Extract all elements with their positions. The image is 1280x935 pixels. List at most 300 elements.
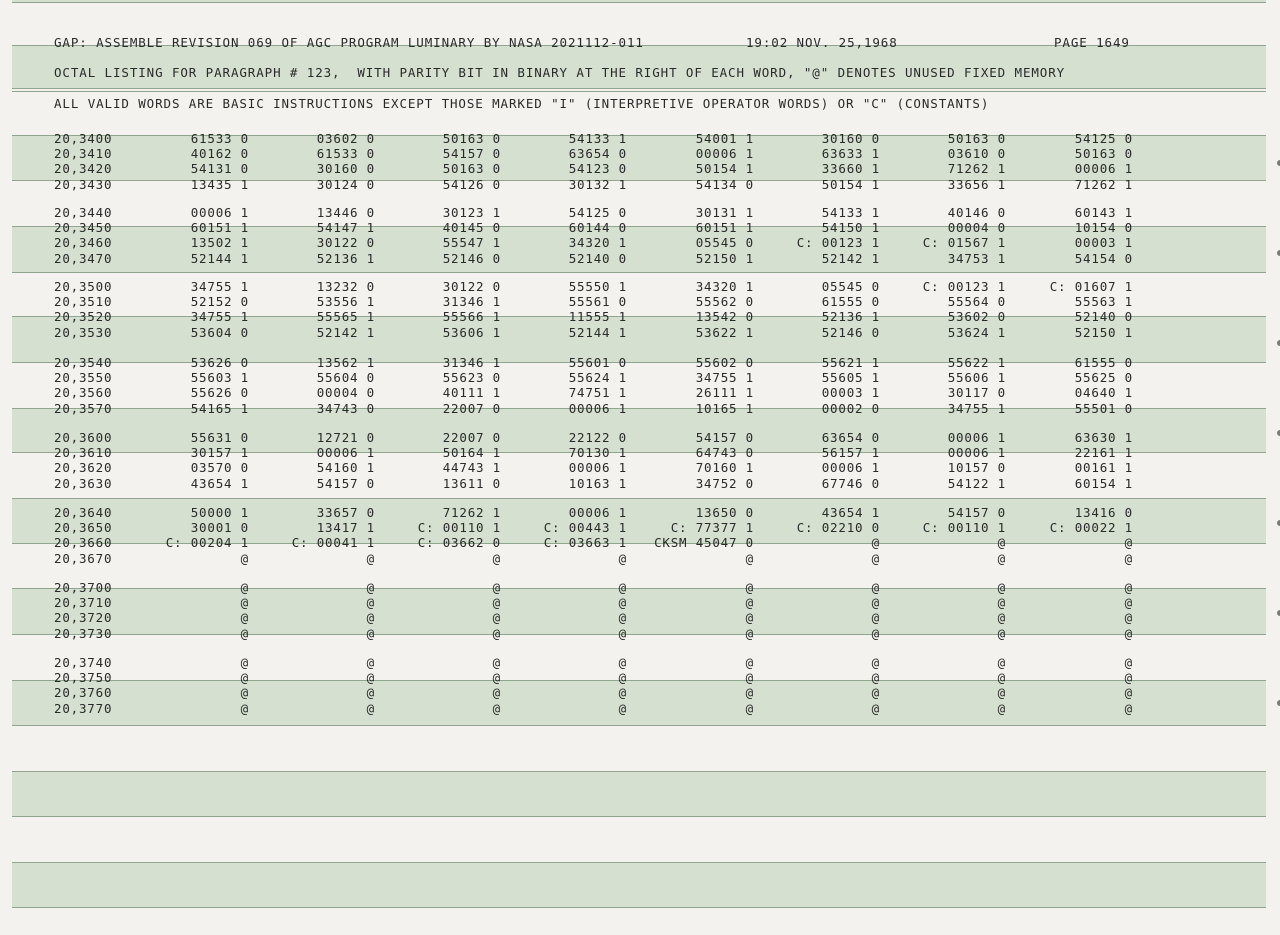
octal-word: 03570 0 bbox=[190, 460, 249, 476]
octal-word: @ bbox=[492, 580, 501, 595]
octal-word: 13650 0 bbox=[695, 505, 754, 520]
octal-word: 05545 0 bbox=[695, 235, 754, 251]
octal-word: C: 00022 1 bbox=[1049, 520, 1133, 536]
octal-word: 52136 1 bbox=[821, 309, 880, 325]
octal-word: 30160 0 bbox=[821, 131, 880, 146]
octal-word: @ bbox=[618, 550, 627, 566]
memory-address: 20,3630 bbox=[54, 475, 113, 491]
octal-word: 70160 1 bbox=[695, 460, 754, 476]
octal-word: @ bbox=[745, 595, 754, 611]
octal-word: @ bbox=[997, 685, 1006, 701]
octal-word: 50163 0 bbox=[1074, 146, 1133, 162]
octal-word: 13542 0 bbox=[695, 309, 754, 325]
octal-word: 00006 1 bbox=[821, 460, 880, 476]
octal-word: @ bbox=[240, 625, 249, 641]
octal-word: @ bbox=[997, 550, 1006, 566]
octal-word: 53556 1 bbox=[316, 294, 375, 310]
octal-word: 54001 1 bbox=[695, 131, 754, 146]
octal-word: 55601 0 bbox=[568, 355, 627, 370]
octal-word: 54123 0 bbox=[568, 161, 627, 177]
octal-word: 55561 0 bbox=[568, 294, 627, 310]
listing-row bbox=[0, 401, 1280, 416]
octal-word: 54131 0 bbox=[190, 161, 249, 177]
octal-word: 33656 1 bbox=[947, 176, 1006, 192]
octal-word: @ bbox=[366, 625, 375, 641]
octal-word: 33660 1 bbox=[821, 161, 880, 177]
octal-word: 52144 1 bbox=[568, 324, 627, 340]
octal-word: @ bbox=[240, 655, 249, 670]
octal-word: 50154 1 bbox=[821, 176, 880, 192]
octal-word: 60143 1 bbox=[1074, 205, 1133, 220]
listing-row bbox=[0, 655, 1280, 670]
octal-word: 00006 1 bbox=[947, 445, 1006, 461]
octal-word: @ bbox=[871, 655, 880, 670]
octal-word: @ bbox=[997, 625, 1006, 641]
octal-word: 26111 1 bbox=[695, 385, 754, 401]
octal-word: 52144 1 bbox=[190, 250, 249, 266]
octal-word: C: 02210 0 bbox=[796, 520, 880, 536]
octal-word: 54157 0 bbox=[442, 146, 501, 162]
octal-word: @ bbox=[745, 550, 754, 566]
octal-word: 40145 0 bbox=[442, 220, 501, 236]
memory-address: 20,3550 bbox=[54, 370, 113, 386]
octal-word: @ bbox=[492, 625, 501, 641]
header-page-number: PAGE 1649 bbox=[1054, 35, 1130, 50]
memory-address: 20,3560 bbox=[54, 385, 113, 401]
octal-word: 63633 1 bbox=[821, 146, 880, 162]
octal-word: 43654 1 bbox=[190, 475, 249, 491]
memory-address: 20,3530 bbox=[54, 324, 113, 340]
octal-word: 60154 1 bbox=[1074, 475, 1133, 491]
octal-word: 61533 0 bbox=[190, 131, 249, 146]
octal-word: 33657 0 bbox=[316, 505, 375, 520]
octal-word: @ bbox=[366, 550, 375, 566]
octal-word: 55602 0 bbox=[695, 355, 754, 370]
octal-word: @ bbox=[618, 625, 627, 641]
memory-address: 20,3420 bbox=[54, 161, 113, 177]
octal-word: @ bbox=[240, 700, 249, 716]
octal-word: 11555 1 bbox=[568, 309, 627, 325]
octal-word: 30001 0 bbox=[190, 520, 249, 536]
memory-address: 20,3740 bbox=[54, 655, 113, 670]
octal-word: 44743 1 bbox=[442, 460, 501, 476]
octal-word: @ bbox=[618, 685, 627, 701]
octal-word: @ bbox=[745, 700, 754, 716]
memory-address: 20,3430 bbox=[54, 176, 113, 192]
listing-row bbox=[0, 595, 1280, 610]
memory-address: 20,3720 bbox=[54, 610, 113, 626]
octal-word: 54125 0 bbox=[1074, 131, 1133, 146]
octal-word: @ bbox=[1124, 625, 1133, 641]
octal-word: @ bbox=[492, 550, 501, 566]
listing-row bbox=[0, 520, 1280, 535]
octal-word: @ bbox=[366, 685, 375, 701]
octal-word: @ bbox=[871, 700, 880, 716]
octal-word: 55622 1 bbox=[947, 355, 1006, 370]
octal-word: @ bbox=[1124, 685, 1133, 701]
paper-rule-line bbox=[12, 862, 1266, 863]
header-title: GAP: ASSEMBLE REVISION 069 OF AGC PROGRAM LUMINARY BY NASA 2021112-011 bbox=[54, 35, 644, 50]
octal-word: 61555 0 bbox=[821, 294, 880, 310]
octal-word: 55604 0 bbox=[316, 370, 375, 386]
octal-word: @ bbox=[871, 685, 880, 701]
octal-word: 52142 1 bbox=[821, 250, 880, 266]
octal-word: 34320 1 bbox=[568, 235, 627, 251]
octal-word: 55563 1 bbox=[1074, 294, 1133, 310]
memory-address: 20,3620 bbox=[54, 460, 113, 476]
octal-word: 03610 0 bbox=[947, 146, 1006, 162]
octal-word: 34755 1 bbox=[947, 400, 1006, 416]
octal-word: @ bbox=[492, 700, 501, 716]
octal-word: @ bbox=[745, 580, 754, 595]
octal-word: 55501 0 bbox=[1074, 400, 1133, 416]
listing-row bbox=[0, 626, 1280, 641]
octal-word: 00002 0 bbox=[821, 400, 880, 416]
octal-word: 53604 0 bbox=[190, 324, 249, 340]
octal-word: 61555 0 bbox=[1074, 355, 1133, 370]
octal-word: 53626 0 bbox=[190, 355, 249, 370]
octal-word: 54160 1 bbox=[316, 460, 375, 476]
octal-word: @ bbox=[997, 595, 1006, 611]
octal-word: 54125 0 bbox=[568, 205, 627, 220]
octal-word: @ bbox=[492, 655, 501, 670]
octal-word: 52140 0 bbox=[1074, 309, 1133, 325]
octal-word: @ bbox=[871, 625, 880, 641]
octal-word: 13611 0 bbox=[442, 475, 501, 491]
octal-word: @ bbox=[492, 685, 501, 701]
octal-word: @ bbox=[618, 595, 627, 611]
octal-word: C: 00123 1 bbox=[796, 235, 880, 251]
listing-row bbox=[0, 385, 1280, 400]
octal-word: 03602 0 bbox=[316, 131, 375, 146]
octal-word: 50154 1 bbox=[695, 161, 754, 177]
octal-word: @ bbox=[366, 655, 375, 670]
octal-word: 56157 1 bbox=[821, 445, 880, 461]
memory-address: 20,3520 bbox=[54, 309, 113, 325]
paper-green-band bbox=[12, 771, 1266, 816]
octal-word: 54157 0 bbox=[695, 430, 754, 445]
memory-address: 20,3760 bbox=[54, 685, 113, 701]
listing-row bbox=[0, 146, 1280, 161]
octal-word: @ bbox=[366, 700, 375, 716]
octal-word: 55626 0 bbox=[190, 385, 249, 401]
octal-word: 55621 1 bbox=[821, 355, 880, 370]
octal-word: @ bbox=[240, 550, 249, 566]
octal-word: @ bbox=[997, 610, 1006, 626]
octal-word: @ bbox=[618, 670, 627, 686]
octal-word: 30132 1 bbox=[568, 176, 627, 192]
octal-word: 13502 1 bbox=[190, 235, 249, 251]
octal-word: 22122 0 bbox=[568, 430, 627, 445]
memory-address: 20,3470 bbox=[54, 250, 113, 266]
octal-word: C: 01607 1 bbox=[1049, 279, 1133, 294]
listing-row bbox=[0, 430, 1280, 445]
octal-word: @ bbox=[240, 685, 249, 701]
octal-word: 60151 1 bbox=[190, 220, 249, 236]
octal-word: 55603 1 bbox=[190, 370, 249, 386]
octal-word: 52152 0 bbox=[190, 294, 249, 310]
octal-word: 54150 1 bbox=[821, 220, 880, 236]
octal-word: 30131 1 bbox=[695, 205, 754, 220]
octal-word: 67746 0 bbox=[821, 475, 880, 491]
octal-word: 00004 0 bbox=[947, 220, 1006, 236]
octal-word: 55565 1 bbox=[316, 309, 375, 325]
listing-row bbox=[0, 325, 1280, 340]
header-note: ALL VALID WORDS ARE BASIC INSTRUCTIONS EXCEPT THOSE MARKED "I" (INTERPRETIVE OPERATOR WORDS) OR "C" (CONSTANTS) bbox=[54, 96, 990, 111]
octal-word: 00006 1 bbox=[695, 146, 754, 162]
listing-row bbox=[0, 205, 1280, 220]
paper-green-band bbox=[12, 862, 1266, 907]
octal-word: 00006 1 bbox=[1074, 161, 1133, 177]
octal-word: 54133 1 bbox=[821, 205, 880, 220]
octal-word: C: 03662 0 bbox=[417, 535, 501, 551]
octal-word: 52146 0 bbox=[442, 250, 501, 266]
octal-word: 10157 0 bbox=[947, 460, 1006, 476]
octal-word: 30122 0 bbox=[442, 279, 501, 294]
octal-word: 60151 1 bbox=[695, 220, 754, 236]
listing-row bbox=[0, 370, 1280, 385]
octal-word: @ bbox=[240, 595, 249, 611]
listing-row bbox=[0, 476, 1280, 491]
octal-word: 55564 0 bbox=[947, 294, 1006, 310]
octal-word: 34752 0 bbox=[695, 475, 754, 491]
listing-row bbox=[0, 670, 1280, 685]
octal-word: @ bbox=[618, 610, 627, 626]
octal-word: 34755 1 bbox=[190, 309, 249, 325]
octal-word: 55624 1 bbox=[568, 370, 627, 386]
octal-word: 71262 1 bbox=[1074, 176, 1133, 192]
paper-rule-line bbox=[12, 816, 1266, 817]
octal-word: 00161 1 bbox=[1074, 460, 1133, 476]
octal-word: @ bbox=[492, 610, 501, 626]
octal-word: 13417 1 bbox=[316, 520, 375, 536]
octal-word: 54122 1 bbox=[947, 475, 1006, 491]
paper-rule-line bbox=[12, 498, 1266, 499]
octal-word: 00006 1 bbox=[947, 430, 1006, 445]
octal-word: @ bbox=[240, 610, 249, 626]
octal-word: 55562 0 bbox=[695, 294, 754, 310]
octal-word: 00006 1 bbox=[568, 400, 627, 416]
octal-word: 52150 1 bbox=[1074, 324, 1133, 340]
octal-word: 00003 1 bbox=[821, 385, 880, 401]
octal-word: 30122 0 bbox=[316, 235, 375, 251]
octal-word: 13232 0 bbox=[316, 279, 375, 294]
octal-word: 30160 0 bbox=[316, 161, 375, 177]
octal-word: 52142 1 bbox=[316, 324, 375, 340]
memory-address: 20,3710 bbox=[54, 595, 113, 611]
memory-address: 20,3570 bbox=[54, 400, 113, 416]
octal-word: 13416 0 bbox=[1074, 505, 1133, 520]
memory-address: 20,3670 bbox=[54, 550, 113, 566]
octal-word: C: 00443 1 bbox=[543, 520, 627, 536]
listing-row bbox=[0, 460, 1280, 475]
listing-row bbox=[0, 294, 1280, 309]
octal-word: @ bbox=[366, 580, 375, 595]
octal-word: 55605 1 bbox=[821, 370, 880, 386]
octal-word: 53602 0 bbox=[947, 309, 1006, 325]
octal-word: 71262 1 bbox=[442, 505, 501, 520]
octal-word: C: 00204 1 bbox=[165, 535, 249, 551]
listing-row bbox=[0, 580, 1280, 595]
octal-word: 50163 0 bbox=[442, 161, 501, 177]
octal-word: 30117 0 bbox=[947, 385, 1006, 401]
octal-word: 30124 0 bbox=[316, 176, 375, 192]
octal-word: 55550 1 bbox=[568, 279, 627, 294]
octal-word: 04640 1 bbox=[1074, 385, 1133, 401]
octal-word: 50163 0 bbox=[947, 131, 1006, 146]
octal-word: 54134 0 bbox=[695, 176, 754, 192]
octal-word: 10163 1 bbox=[568, 475, 627, 491]
listing-row bbox=[0, 279, 1280, 294]
octal-word: @ bbox=[745, 610, 754, 626]
memory-address: 20,3750 bbox=[54, 670, 113, 686]
octal-word: 34320 1 bbox=[695, 279, 754, 294]
octal-word: @ bbox=[1124, 670, 1133, 686]
octal-word: 40111 1 bbox=[442, 385, 501, 401]
octal-word: 55631 0 bbox=[190, 430, 249, 445]
octal-word: 43654 1 bbox=[821, 505, 880, 520]
paper-rule-line bbox=[12, 771, 1266, 772]
octal-word: 54147 1 bbox=[316, 220, 375, 236]
octal-word: 10154 0 bbox=[1074, 220, 1133, 236]
octal-word: 10165 1 bbox=[695, 400, 754, 416]
octal-word: @ bbox=[745, 685, 754, 701]
octal-word: 50163 0 bbox=[442, 131, 501, 146]
octal-word: @ bbox=[997, 580, 1006, 595]
listing-row bbox=[0, 505, 1280, 520]
octal-word: 63654 0 bbox=[568, 146, 627, 162]
octal-word: 54133 1 bbox=[568, 131, 627, 146]
listing-row bbox=[0, 685, 1280, 700]
octal-word: 60144 0 bbox=[568, 220, 627, 236]
paper-rule-line bbox=[12, 907, 1266, 908]
octal-word: 55625 0 bbox=[1074, 370, 1133, 386]
memory-address: 20,3540 bbox=[54, 355, 113, 370]
octal-word: @ bbox=[871, 670, 880, 686]
listing-row bbox=[0, 131, 1280, 146]
octal-word: C: 77377 1 bbox=[670, 520, 754, 536]
octal-word: @ bbox=[871, 550, 880, 566]
octal-word: @ bbox=[366, 670, 375, 686]
octal-word: 34755 1 bbox=[190, 279, 249, 294]
listing-row bbox=[0, 161, 1280, 176]
octal-word: @ bbox=[1124, 550, 1133, 566]
octal-word: @ bbox=[997, 700, 1006, 716]
octal-word: 63654 0 bbox=[821, 430, 880, 445]
octal-word: C: 00123 1 bbox=[922, 279, 1006, 294]
listing-row bbox=[0, 551, 1280, 566]
octal-word: 34755 1 bbox=[695, 370, 754, 386]
memory-address: 20,3440 bbox=[54, 205, 113, 220]
octal-word: @ bbox=[492, 595, 501, 611]
octal-word: 52150 1 bbox=[695, 250, 754, 266]
listing-row bbox=[0, 220, 1280, 235]
memory-address: 20,3650 bbox=[54, 520, 113, 536]
octal-word: 71262 1 bbox=[947, 161, 1006, 177]
octal-word: 63630 1 bbox=[1074, 430, 1133, 445]
octal-word: 00003 1 bbox=[1074, 235, 1133, 251]
octal-word: @ bbox=[745, 670, 754, 686]
octal-word: 50164 1 bbox=[442, 445, 501, 461]
octal-word: @ bbox=[997, 535, 1006, 551]
octal-word: 22161 1 bbox=[1074, 445, 1133, 461]
listing-row bbox=[0, 251, 1280, 266]
octal-word: 30123 1 bbox=[442, 205, 501, 220]
memory-address: 20,3460 bbox=[54, 235, 113, 251]
octal-word: C: 00110 1 bbox=[417, 520, 501, 536]
octal-word: C: 00041 1 bbox=[291, 535, 375, 551]
octal-word: @ bbox=[997, 670, 1006, 686]
octal-word: 05545 0 bbox=[821, 279, 880, 294]
listing-row bbox=[0, 535, 1280, 550]
octal-word: @ bbox=[1124, 655, 1133, 670]
octal-word: @ bbox=[745, 655, 754, 670]
octal-word: 34743 0 bbox=[316, 400, 375, 416]
octal-word: @ bbox=[1124, 580, 1133, 595]
memory-address: 20,3600 bbox=[54, 430, 113, 445]
octal-word: 52136 1 bbox=[316, 250, 375, 266]
octal-word: 00004 0 bbox=[316, 385, 375, 401]
octal-word: 00006 1 bbox=[316, 445, 375, 461]
octal-word: 61533 0 bbox=[316, 146, 375, 162]
listing-row bbox=[0, 701, 1280, 716]
paper-rule-line bbox=[12, 2, 1266, 3]
paper-rule-line bbox=[12, 272, 1266, 273]
octal-word: 31346 1 bbox=[442, 355, 501, 370]
octal-word: 70130 1 bbox=[568, 445, 627, 461]
octal-word: @ bbox=[366, 595, 375, 611]
octal-word: @ bbox=[1124, 610, 1133, 626]
header-timestamp: 19:02 NOV. 25,1968 bbox=[746, 35, 898, 50]
memory-address: 20,3450 bbox=[54, 220, 113, 236]
octal-word: 55566 1 bbox=[442, 309, 501, 325]
octal-word: @ bbox=[240, 580, 249, 595]
octal-word: @ bbox=[997, 655, 1006, 670]
listing-row bbox=[0, 235, 1280, 250]
octal-word: @ bbox=[492, 670, 501, 686]
memory-address: 20,3700 bbox=[54, 580, 113, 595]
octal-word: @ bbox=[871, 535, 880, 551]
octal-word: 52140 0 bbox=[568, 250, 627, 266]
memory-address: 20,3730 bbox=[54, 625, 113, 641]
octal-word: 31346 1 bbox=[442, 294, 501, 310]
octal-word: 00006 1 bbox=[568, 460, 627, 476]
octal-word: @ bbox=[745, 625, 754, 641]
listing-row bbox=[0, 309, 1280, 324]
octal-word: @ bbox=[1124, 535, 1133, 551]
octal-word: 22007 0 bbox=[442, 430, 501, 445]
memory-address: 20,3770 bbox=[54, 700, 113, 716]
octal-word: 34753 1 bbox=[947, 250, 1006, 266]
memory-address: 20,3400 bbox=[54, 131, 113, 146]
octal-word: 50000 1 bbox=[190, 505, 249, 520]
octal-word: 13435 1 bbox=[190, 176, 249, 192]
octal-word: 22007 0 bbox=[442, 400, 501, 416]
octal-word: 53624 1 bbox=[947, 324, 1006, 340]
octal-word: @ bbox=[366, 610, 375, 626]
octal-word: 74751 1 bbox=[568, 385, 627, 401]
octal-word: 55623 0 bbox=[442, 370, 501, 386]
octal-word: 52146 0 bbox=[821, 324, 880, 340]
octal-word: @ bbox=[871, 595, 880, 611]
octal-word: 00006 1 bbox=[190, 205, 249, 220]
memory-address: 20,3660 bbox=[54, 535, 113, 551]
octal-word: 40146 0 bbox=[947, 205, 1006, 220]
memory-address: 20,3640 bbox=[54, 505, 113, 520]
octal-word: 40162 0 bbox=[190, 146, 249, 162]
memory-address: 20,3610 bbox=[54, 445, 113, 461]
octal-word: 00006 1 bbox=[568, 505, 627, 520]
